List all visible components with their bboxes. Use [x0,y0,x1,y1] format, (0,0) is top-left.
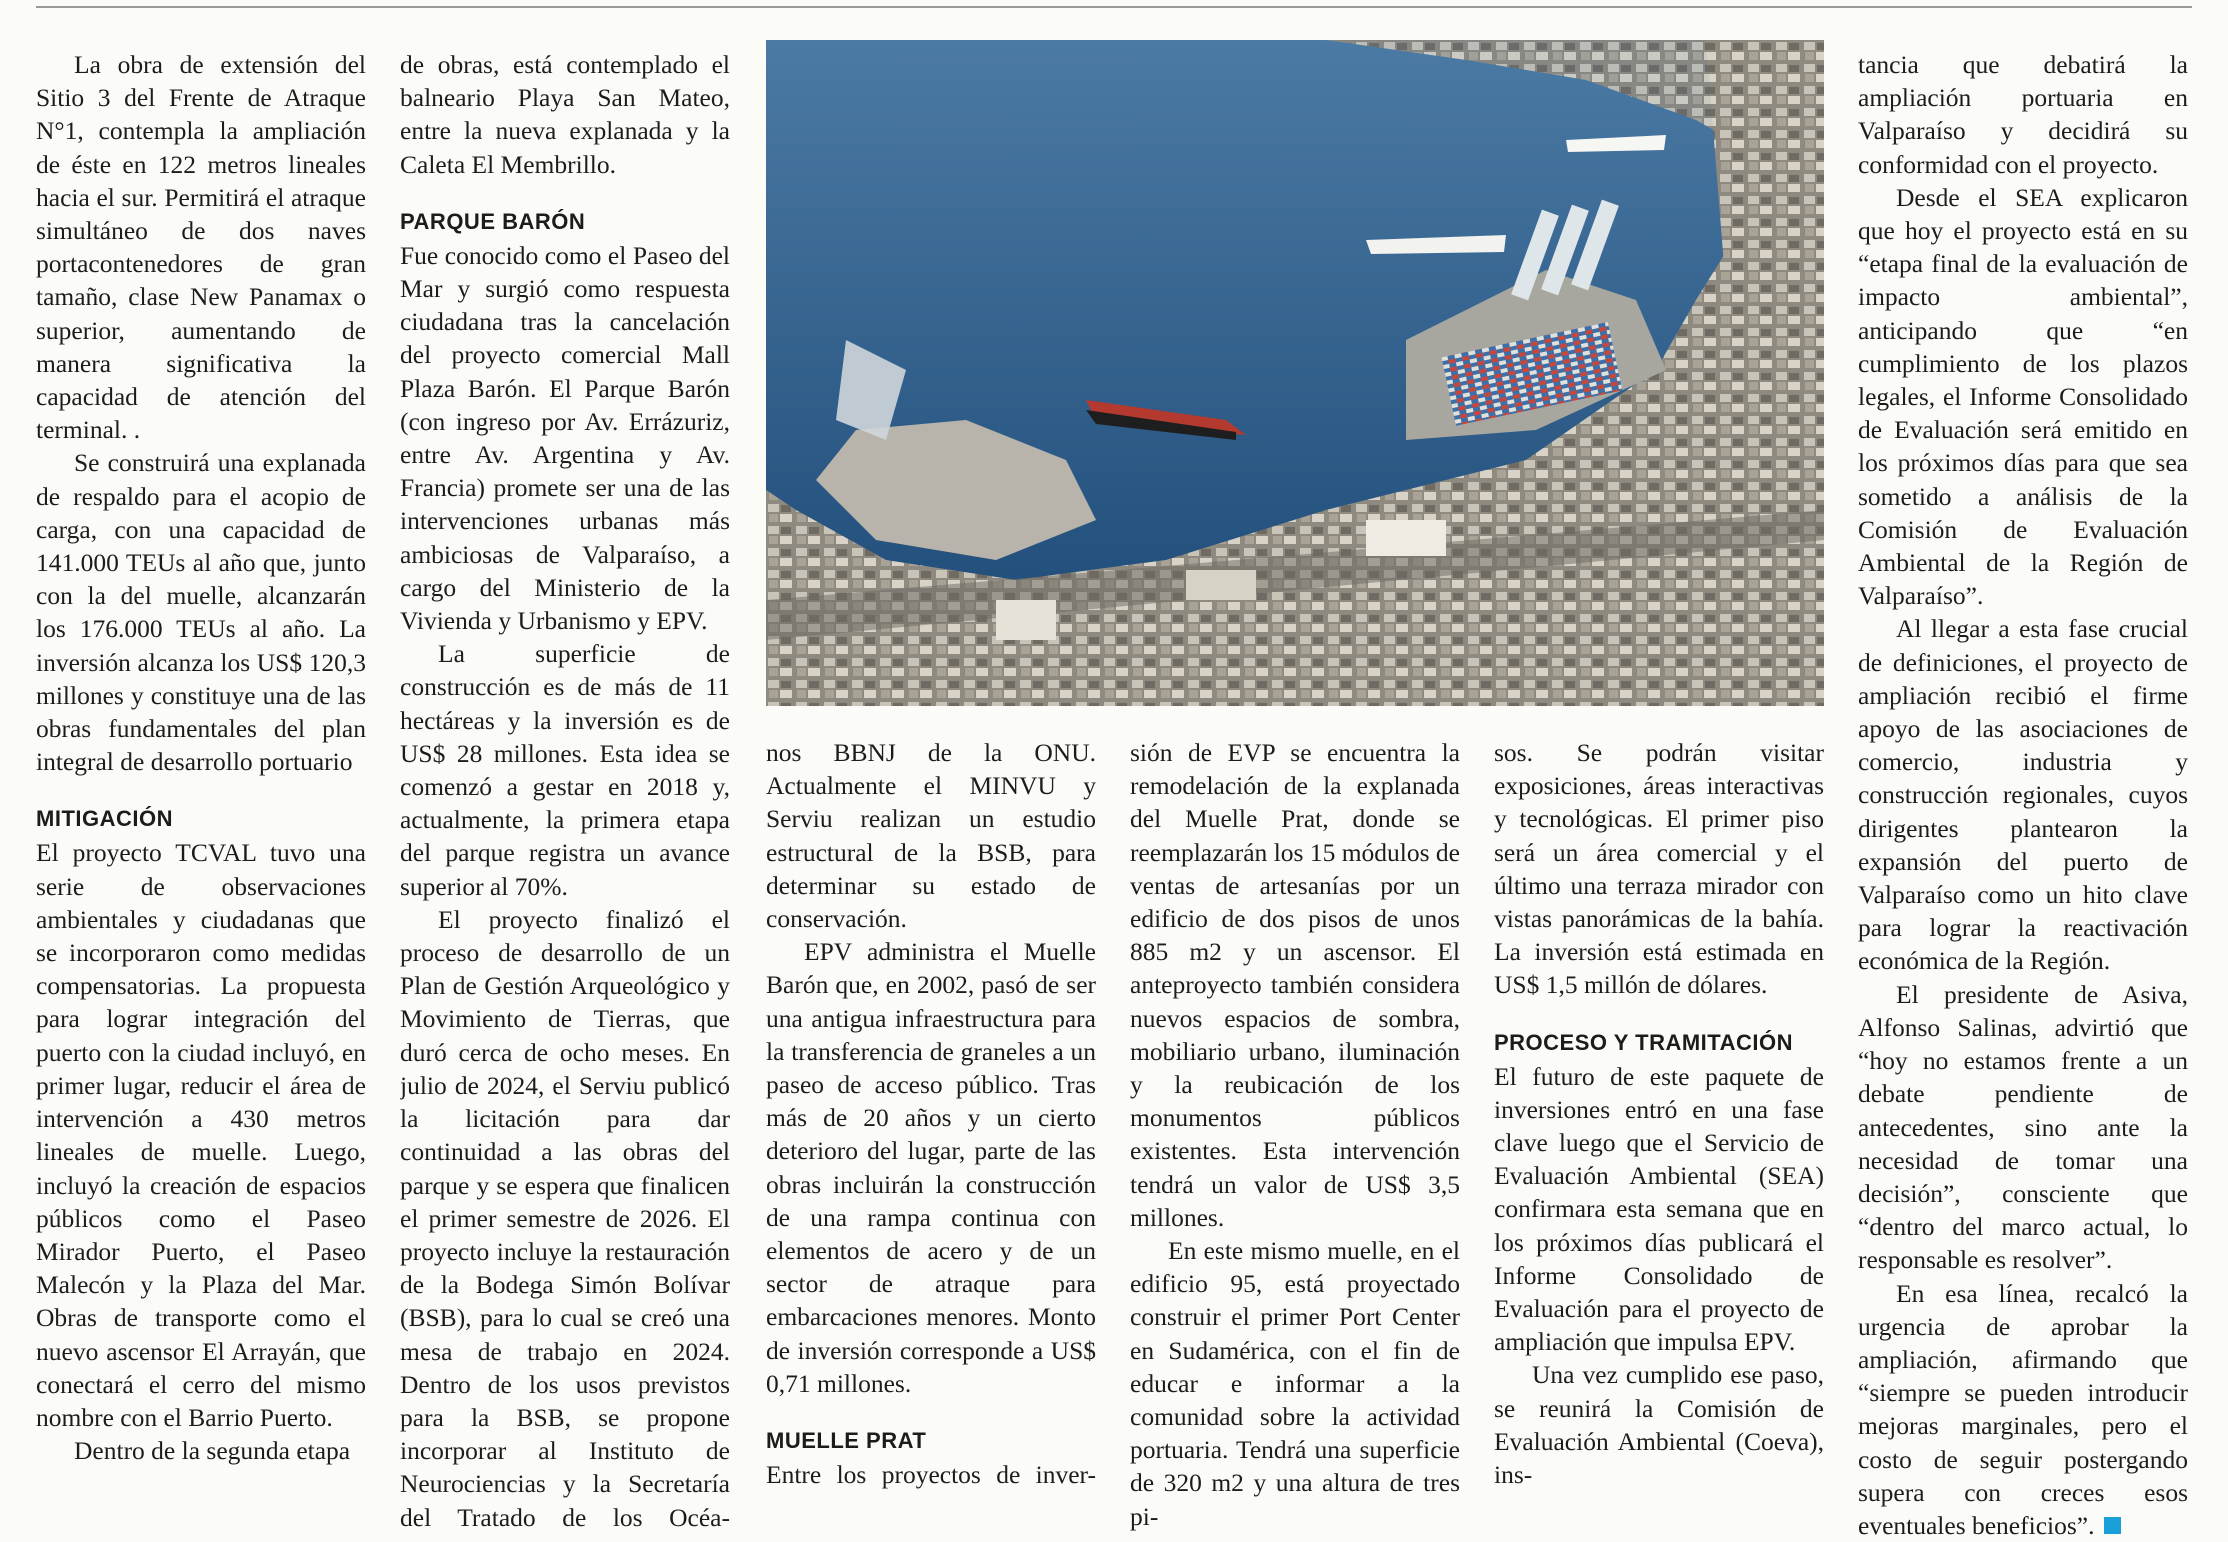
paragraph: Entre los proyectos de inver- [766,1460,1096,1490]
article-column-1 [36,48,366,1467]
paragraph: Fue conocido como el Paseo del Mar y surgió como respuesta ciudadana tras la cancelación del proyecto comercial Mall Plaza Barón. El Parque Barón (con ingreso por Av. Errázuriz, entre Av. Argentina y Av. Francia) promete ser una de las intervenciones urbanas más ambiciosas de Valparaíso, a cargo del Ministerio de la Vivienda y Urbanismo y EPV. [400,240,730,636]
paragraph: La superficie de construcción es de más de 11 hectáreas y la inversión es de US$ 28 millones. Esta idea se comenzó a gestar en 2018 y, actualmente, la primera etapa del parque registra un avance superior al 70%. [400,639,730,901]
paragraph: El futuro de este paquete de inversiones entró en una fase clave luego que el Servicio de Evaluación Ambiental (SEA) confirmara esta semana que en los próximos días publicará el Informe Consolidado de Evaluación para el proyecto de ampliación que impulsa EPV. [1494,1061,1824,1357]
article-column-4 [1130,736,1460,1533]
article-column-2 [400,48,730,1534]
paragraph: Dentro de la segunda etapa [74,1436,351,1466]
paragraph: sos. Se podrán visitar exposiciones, áreas interactivas y tecnológicas. El primer piso será un área comercial y el último una terraza mirador con vistas panorámicas de la bahía. La inversión está estimada en US$ 1,5 millón de dólares. [1494,738,1824,1000]
paragraph: Desde el SEA explicaron que hoy el proyecto está en su “etapa final de la evaluación de impacto ambiental”, anticipando que “en cumplimiento de los plazos legales, el Informe Consolidado de Evaluación será emitido en los próximos días para que sea sometido a análisis de la Comisión de Evaluación Ambiental de la Región de Valparaíso”. [1858,182,2188,611]
paragraph: Al llegar a esta fase crucial de definiciones, el proyecto de ampliación recibió el firme apoyo de las asociaciones de comercio, industria y construcción regionales, cuyos dirigentes plantearon la expansión del puerto de Valparaíso como un hito clave para lograr la reactivación económica de la Región. [1858,614,2188,976]
paragraph: El presidente de Asiva, Alfonso Salinas, advirtió que “hoy no estamos frente a un debate pendiente de antecedentes, sino ante la necesidad de tomar una decisión”, consciente que “dentro del marco actual, lo responsable es resolver”. [1858,979,2188,1275]
aerial-port-photo [766,40,1824,706]
paragraph: tancia que debatirá la ampliación portuaria en Valparaíso y decidirá su conformidad con el proyecto. [1858,50,2188,179]
final-text: En esa línea, recalcó la urgencia de aprobar la ampliación, afirmando que “siempre se pueden introducir mejoras marginales, pero el costo de seguir postergando supera con creces esos eventuales beneficios”. [1858,1278,2188,1540]
end-mark-icon [2104,1517,2121,1534]
paragraph: En este mismo muelle, en el edificio 95, está proyectado construir el primer Port Center en Sudamérica, con el fin de educar e informar a la comunidad sobre la actividad portuaria. Tendrá una superficie de 320 m2 y una altura de tres pi- [1130,1236,1460,1531]
article-column-5 [1494,736,1824,1491]
paragraph: La obra de extensión del Sitio 3 del Frente de Atraque N°1, contempla la ampliación de éste en 122 metros lineales hacia el sur. Permitirá el atraque simultáneo de dos naves portacontenedores de gran tamaño, clase New Panamax o superior, aumentando de manera significativa la capacidad de atención del terminal. . [36,50,366,445]
paragraph: sión de EVP se encuentra la remodelación de la explanada del Muelle Prat, donde se reemplazarán los 15 módulos de ventas de artesanías por un edificio de dos pisos de unos 885 m2 y un ascensor. El anteproyecto también considera nuevos espacios de sombra, mobiliario urbano, iluminación y la reubicación de los monumentos públicos existentes. Esta intervención tendrá un valor de US$ 3,5 millones. [1130,738,1460,1232]
section-heading-muelle-prat: MUELLE PRAT [766,1428,927,1454]
paragraph: El proyecto finalizó el proceso de desarrollo de un Plan de Gestión Arqueológico y Movimiento de Tierras, que duró cerca de ocho meses. En julio de 2024, el Serviu publicó la licitación para dar continuidad a las obras del parque y se espera que finalicen el primer semestre de 2026. El proyecto incluye la restauración de la Bodega Simón Bolívar (BSB), para lo cual se creó una mesa de trabajo en 2024. Dentro de los usos previstos para la BSB, se propone incorporar al Instituto de Neurociencias y la Secretaría del Tratado de los Océa- [400,904,730,1532]
paragraph-final [1858,1277,2188,1542]
section-heading-proceso: PROCESO Y TRAMITACIÓN [1494,1029,1793,1055]
article-column-6 [1858,48,2188,1542]
paragraph: Una vez cumplido ese paso, se reunirá la Comisión de Evaluación Ambiental (Coeva), ins- [1494,1360,1824,1490]
section-heading-parque-baron: PARQUE BARÓN [400,208,586,234]
aerial-port-photo-icon [766,40,1824,706]
paragraph: EPV administra el Muelle Barón que, en 2002, pasó de ser una antigua infraestructura para la transferencia de graneles a un paseo de acceso público. Tras más de 20 años y un cierto deterioro del lugar, parte de las obras incluirán la construcción de una rampa continua con elementos de acero y de un sector de atraque para embarcaciones menores. Monto de inversión corresponde a US$ 0,71 millones. [766,937,1096,1398]
section-heading-mitigacion: MITIGACIÓN [36,806,173,832]
paragraph: El proyecto TCVAL tuvo una serie de observaciones ambientales y ciudadanas que se incorporaron como medidas compensatorias. La propuesta para lograr integración del puerto con la ciudad incluyó, en primer lugar, reducir el área de intervención a 430 metros lineales de muelle. Luego, incluyó la creación de espacios públicos como el Paseo Mirador Puerto, el Paseo Malecón y la Plaza del Mar. Obras de transporte como el nuevo ascensor El Arrayán, que conectará el cerro del mismo nombre con el Barrio Puerto. [36,838,366,1432]
article-column-3 [766,736,1096,1491]
paragraph: de obras, está contemplado el balneario Playa San Mateo, entre la nueva explanada y la Caleta El Membrillo. [400,50,730,179]
top-rule [36,6,2192,8]
paragraph: Se construirá una explanada de respaldo para el acopio de carga, con una capacidad de 141.000 TEUs al año que, junto con la del muelle, alcanzarán los 176.000 TEUs al año. La inversión alcanza los US$ 120,3 millones y constituye una de las obras fundamentales del plan integral de desarrollo portuario [36,448,366,777]
paragraph: nos BBNJ de la ONU. Actualmente el MINVU y Serviu realizan un estudio estructural de la BSB, para determinar su estado de conservación. [766,738,1096,934]
